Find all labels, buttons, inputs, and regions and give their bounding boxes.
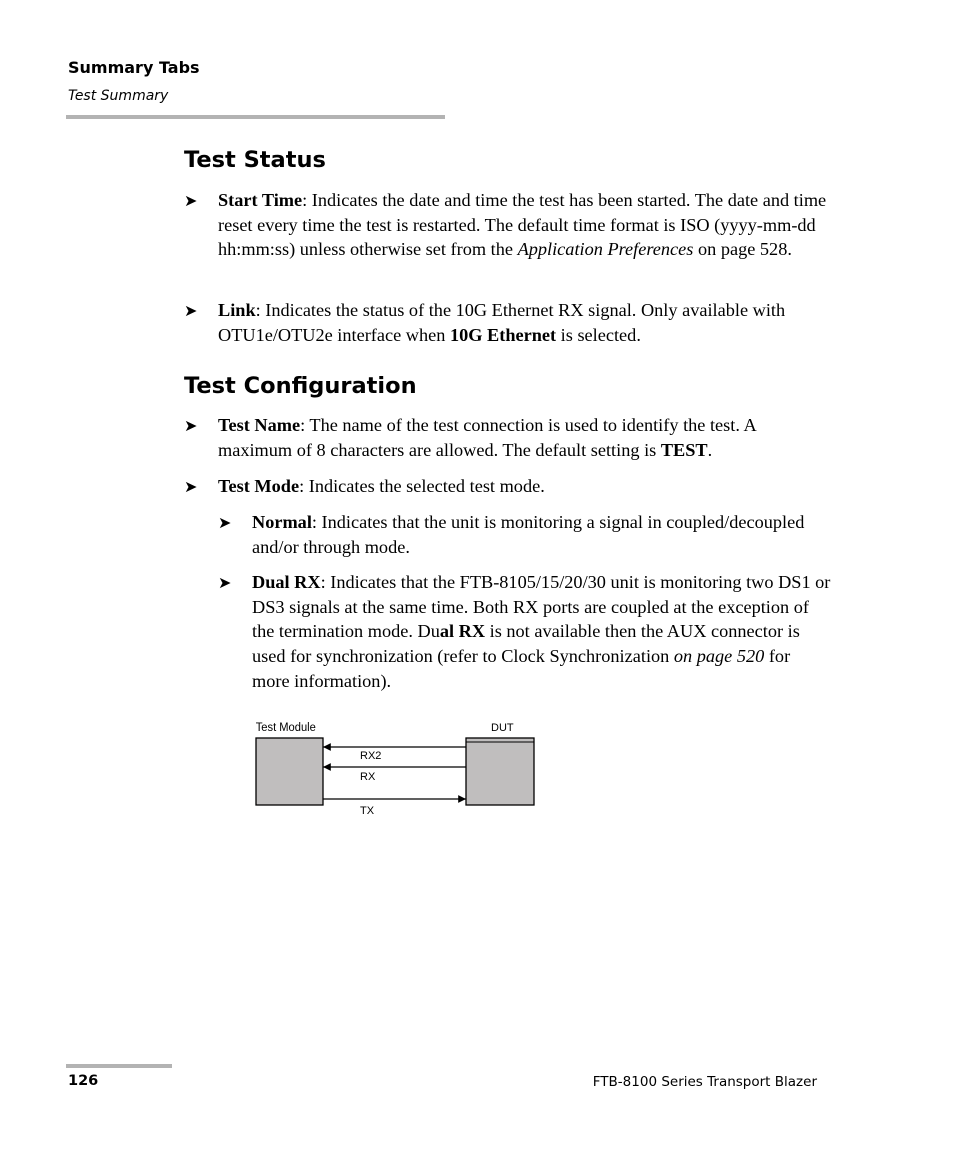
bold-10g-ethernet: 10G Ethernet (449, 324, 557, 345)
bullet-arrow-icon: ➤ (184, 416, 198, 435)
list-item-start-time (184, 188, 828, 262)
term-test-name: Test Name (218, 415, 301, 435)
footer-title: FTB-8100 Series Transport Blazer (592, 1074, 817, 1090)
xref-application-preferences[interactable]: Application Preferences (517, 239, 694, 260)
desc-normal: : Indicates that the unit is monitoring a signal in coupled/decoupled and/or through mode. (252, 512, 805, 557)
bold-test: TEST (660, 439, 708, 460)
label-rx2: RX2 (360, 750, 382, 762)
desc-start-time: : Indicates the date and time the test has been started. The date and time reset every time the test is restarted. The default time format is ISO (yyyy-mm-dd hh:mm:ss) unless otherwise set from the (218, 190, 827, 260)
bullet-arrow-icon: ➤ (184, 191, 198, 210)
bullet-arrow-icon: ➤ (184, 477, 198, 496)
desc-dual-rx-mid: is not available then the AUX connector is used for synchronization (refer to Clock Synchronization (252, 621, 800, 667)
desc-test-name: : The name of the test connection is used to identify the test. A maximum of 8 characters are allowed. The default setting is (218, 415, 756, 460)
term-test-mode: Test Mode (218, 476, 300, 496)
bullet-arrow-icon: ➤ (184, 301, 198, 320)
dut-box (466, 738, 534, 805)
page-number: 126 (68, 1073, 99, 1089)
test-module-box (256, 738, 323, 805)
xref-page-520[interactable]: on page 520 (673, 646, 765, 667)
desc-start-time-end: on page 528. (693, 239, 792, 260)
list-item-link (184, 298, 828, 347)
term-dual-rx: Dual RX (252, 572, 321, 592)
desc-link: : Indicates the status of the 10G Ethernet RX signal. Only available with OTU1e/OTU2e interface when (218, 300, 786, 345)
bold-al-rx: al RX (439, 621, 486, 642)
label-test-module: Test Module (255, 721, 316, 735)
heading-test-configuration: Test Configuration (184, 373, 417, 399)
footer-rule (66, 1064, 172, 1068)
heading-test-status: Test Status (184, 147, 326, 173)
label-tx: TX (360, 805, 375, 817)
running-head (68, 57, 200, 107)
bullet-arrow-icon: ➤ (218, 573, 232, 592)
desc-link-end: is selected. (556, 324, 641, 345)
desc-dual-rx: : Indicates that the FTB-8105/15/20/30 unit is monitoring two DS1 or DS3 signals at the same time. Both RX ports are coupled at the exception of the termination mode. Du (252, 572, 831, 642)
term-link: Link (218, 300, 256, 320)
desc-dual-rx-end: for more information). (252, 646, 791, 691)
header-rule (66, 115, 445, 119)
list-item-normal (218, 510, 832, 559)
running-head-section: Summary Tabs (68, 58, 200, 77)
list-item-test-mode (184, 474, 828, 499)
desc-test-name-end: . (707, 439, 713, 460)
term-normal: Normal (252, 512, 312, 532)
term-start-time: Start Time (218, 190, 303, 210)
desc-test-mode: : Indicates the selected test mode. (299, 476, 545, 496)
list-item-test-name (184, 413, 828, 462)
label-rx: RX (360, 771, 376, 783)
connection-diagram (252, 714, 542, 824)
running-head-subsection: Test Summary (68, 88, 169, 104)
list-item-dual-rx (218, 570, 832, 694)
label-dut: DUT (491, 722, 514, 734)
bullet-arrow-icon: ➤ (218, 513, 232, 532)
